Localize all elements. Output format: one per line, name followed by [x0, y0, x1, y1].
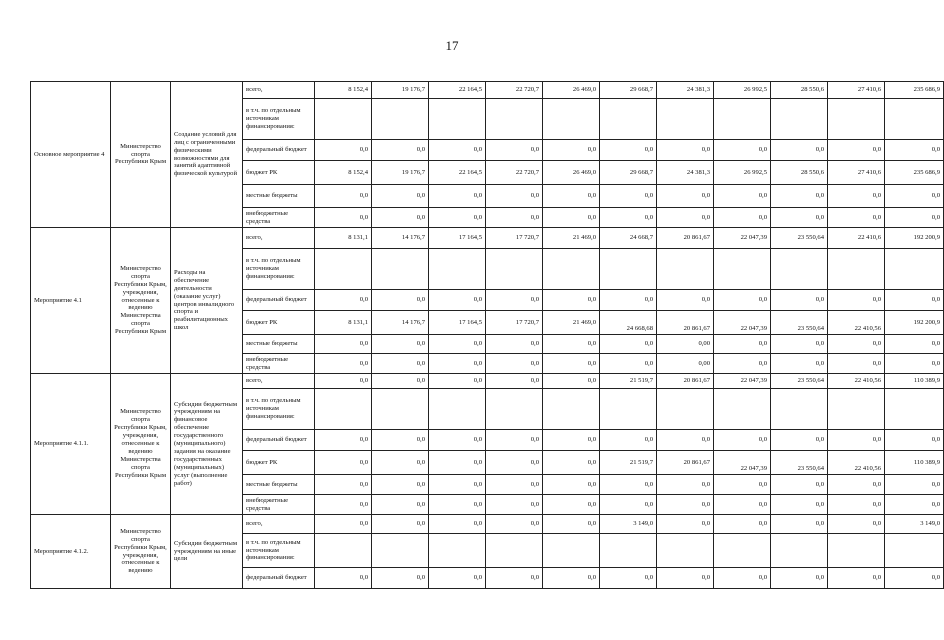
- year-cell: 0,0: [486, 374, 543, 389]
- year-cell: 0,0: [714, 140, 771, 161]
- year-cell: 0,0: [486, 430, 543, 451]
- year-cell: 0,0: [372, 354, 429, 374]
- year-cell: [771, 249, 828, 290]
- year-cell: 0,0: [828, 290, 885, 311]
- year-cell: 0,0: [543, 515, 600, 534]
- page-number: 17: [445, 38, 459, 53]
- year-cell: 0,0: [429, 475, 486, 495]
- funding-source: федеральный бюджет: [243, 568, 315, 589]
- year-cell: [771, 99, 828, 140]
- year-cell: 0,00: [657, 335, 714, 354]
- total-cell: 110 389,9: [885, 374, 944, 389]
- year-cell: [486, 249, 543, 290]
- year-cell: 17 720,7: [486, 311, 543, 335]
- year-cell: 0,0: [372, 568, 429, 589]
- total-cell: 0,0: [885, 568, 944, 589]
- year-cell: 0,0: [429, 495, 486, 515]
- year-cell: [372, 389, 429, 430]
- year-cell: 0,0: [372, 495, 429, 515]
- year-cell: 0,0: [429, 185, 486, 208]
- year-cell: 0,0: [828, 568, 885, 589]
- year-cell: [372, 249, 429, 290]
- year-cell: 0,0: [771, 208, 828, 228]
- year-cell: 0,0: [315, 140, 372, 161]
- year-cell: 8 131,1: [315, 228, 372, 249]
- year-cell: 20 861,67: [657, 374, 714, 389]
- year-cell: 23 550,64: [771, 451, 828, 475]
- executor: Министерство спорта Республики Крым, учреждения, отнесенные к ведению Министерства спорта Республики Крым: [111, 374, 171, 515]
- year-cell: 0,0: [315, 495, 372, 515]
- total-cell: 0,0: [885, 495, 944, 515]
- year-cell: 0,0: [828, 185, 885, 208]
- year-cell: 24 381,3: [657, 82, 714, 99]
- year-cell: [372, 534, 429, 568]
- table-row: [31, 515, 944, 534]
- funding-source: местные бюджеты: [243, 335, 315, 354]
- year-cell: 0,0: [429, 354, 486, 374]
- year-cell: 0,0: [543, 140, 600, 161]
- year-cell: 0,0: [486, 335, 543, 354]
- year-cell: [600, 249, 657, 290]
- year-cell: 0,0: [714, 515, 771, 534]
- year-cell: 0,0: [771, 335, 828, 354]
- year-cell: 0,0: [543, 568, 600, 589]
- year-cell: 19 176,7: [372, 161, 429, 185]
- year-cell: 0,0: [771, 290, 828, 311]
- year-cell: 0,0: [429, 451, 486, 475]
- year-cell: 23 550,64: [771, 311, 828, 335]
- year-cell: [372, 99, 429, 140]
- year-cell: 17 164,5: [429, 228, 486, 249]
- year-cell: [828, 249, 885, 290]
- goal-description: Субсидии бюджетным учреждениям на иные цели: [171, 515, 243, 589]
- year-cell: 0,0: [315, 354, 372, 374]
- year-cell: [315, 534, 372, 568]
- year-cell: 20 861,67: [657, 451, 714, 475]
- year-cell: 0,0: [486, 208, 543, 228]
- year-cell: 0,0: [543, 495, 600, 515]
- total-cell: 0,0: [885, 290, 944, 311]
- event-name: Мероприятие 4.1.1.: [31, 374, 111, 515]
- year-cell: 0,0: [486, 495, 543, 515]
- year-cell: 17 720,7: [486, 228, 543, 249]
- year-cell: 0,0: [600, 140, 657, 161]
- year-cell: [657, 99, 714, 140]
- year-cell: 0,0: [600, 430, 657, 451]
- year-cell: [429, 534, 486, 568]
- year-cell: [771, 534, 828, 568]
- year-cell: 27 410,6: [828, 82, 885, 99]
- event-name: Мероприятие 4.1: [31, 228, 111, 374]
- year-cell: 0,0: [828, 515, 885, 534]
- year-cell: 14 176,7: [372, 228, 429, 249]
- funding-source: в т.ч. по отдельным источникам финансирования:: [243, 249, 315, 290]
- total-cell: 0,0: [885, 335, 944, 354]
- total-cell: [885, 389, 944, 430]
- year-cell: 24 668,7: [600, 228, 657, 249]
- year-cell: 0,0: [714, 354, 771, 374]
- total-cell: 192 200,9: [885, 311, 944, 335]
- funding-source: всего,: [243, 374, 315, 389]
- event-name: Мероприятие 4.1.2.: [31, 515, 111, 589]
- year-cell: 0,0: [543, 185, 600, 208]
- year-cell: 0,0: [714, 185, 771, 208]
- year-cell: 0,0: [372, 475, 429, 495]
- year-cell: 0,0: [429, 335, 486, 354]
- total-cell: 0,0: [885, 208, 944, 228]
- year-cell: [543, 249, 600, 290]
- year-cell: 0,0: [315, 430, 372, 451]
- year-cell: 17 164,5: [429, 311, 486, 335]
- year-cell: 0,0: [315, 374, 372, 389]
- year-cell: 0,0: [828, 495, 885, 515]
- year-cell: 0,0: [657, 208, 714, 228]
- year-cell: 0,0: [543, 430, 600, 451]
- funding-source: внебюджетные средства: [243, 495, 315, 515]
- total-cell: 110 389,9: [885, 451, 944, 475]
- total-cell: 0,0: [885, 185, 944, 208]
- year-cell: 0,0: [657, 430, 714, 451]
- year-cell: 0,0: [657, 140, 714, 161]
- total-cell: [885, 99, 944, 140]
- year-cell: 0,0: [771, 430, 828, 451]
- year-cell: 0,0: [372, 515, 429, 534]
- year-cell: 0,0: [429, 515, 486, 534]
- year-cell: 24 381,3: [657, 161, 714, 185]
- year-cell: 0,0: [543, 208, 600, 228]
- year-cell: 0,0: [372, 208, 429, 228]
- year-cell: 0,0: [828, 430, 885, 451]
- year-cell: [429, 99, 486, 140]
- goal-description: Расходы на обеспечение деятельности (оказание услуг) центров инвалидного спорта и реабилитационных школ: [171, 228, 243, 374]
- goal-description: Субсидии бюджетным учреждениям на финансовое обеспечение государственного (муниципального) задания на оказание государственных (муниципальных) услуг (выполнение работ): [171, 374, 243, 515]
- year-cell: 0,0: [543, 335, 600, 354]
- year-cell: 0,00: [657, 354, 714, 374]
- year-cell: 0,0: [315, 451, 372, 475]
- event-name: Основное мероприятие 4: [31, 82, 111, 228]
- year-cell: 19 176,7: [372, 82, 429, 99]
- total-cell: 0,0: [885, 475, 944, 495]
- year-cell: [486, 99, 543, 140]
- year-cell: 0,0: [486, 451, 543, 475]
- year-cell: 8 152,4: [315, 161, 372, 185]
- funding-source: местные бюджеты: [243, 475, 315, 495]
- year-cell: 0,0: [372, 374, 429, 389]
- funding-source: внебюджетные средства: [243, 354, 315, 374]
- year-cell: 0,0: [657, 495, 714, 515]
- year-cell: 22 047,39: [714, 311, 771, 335]
- year-cell: 0,0: [600, 290, 657, 311]
- year-cell: 21 469,0: [543, 311, 600, 335]
- year-cell: 0,0: [315, 208, 372, 228]
- year-cell: 0,0: [828, 475, 885, 495]
- year-cell: [714, 534, 771, 568]
- goal-description: Создание условий для лиц с ограниченными физическими возможностями для занятий адаптивной физической культурой: [171, 82, 243, 228]
- total-cell: 0,0: [885, 430, 944, 451]
- year-cell: 0,0: [486, 568, 543, 589]
- year-cell: 0,0: [315, 515, 372, 534]
- year-cell: 29 668,7: [600, 161, 657, 185]
- year-cell: 0,0: [315, 475, 372, 495]
- year-cell: 0,0: [372, 335, 429, 354]
- year-cell: 0,0: [600, 354, 657, 374]
- table-row: [31, 374, 944, 389]
- total-cell: 235 686,9: [885, 82, 944, 99]
- total-cell: 3 149,0: [885, 515, 944, 534]
- year-cell: 0,0: [429, 430, 486, 451]
- year-cell: 0,0: [486, 475, 543, 495]
- year-cell: [543, 99, 600, 140]
- year-cell: 0,0: [771, 515, 828, 534]
- year-cell: 8 152,4: [315, 82, 372, 99]
- year-cell: [486, 534, 543, 568]
- year-cell: 0,0: [657, 515, 714, 534]
- year-cell: 0,0: [771, 568, 828, 589]
- funding-source: местные бюджеты: [243, 185, 315, 208]
- total-cell: 0,0: [885, 140, 944, 161]
- year-cell: [657, 534, 714, 568]
- year-cell: 0,0: [600, 495, 657, 515]
- year-cell: [714, 249, 771, 290]
- funding-source: бюджет РК: [243, 311, 315, 335]
- year-cell: 0,0: [828, 140, 885, 161]
- year-cell: 0,0: [714, 290, 771, 311]
- year-cell: 0,0: [372, 290, 429, 311]
- year-cell: 23 550,64: [771, 374, 828, 389]
- funding-source: федеральный бюджет: [243, 290, 315, 311]
- year-cell: 22 720,7: [486, 161, 543, 185]
- funding-source: в т.ч. по отдельным источникам финансирования:: [243, 389, 315, 430]
- year-cell: [657, 389, 714, 430]
- year-cell: 22 410,6: [828, 228, 885, 249]
- year-cell: [543, 389, 600, 430]
- year-cell: 0,0: [315, 290, 372, 311]
- year-cell: [714, 99, 771, 140]
- year-cell: 0,0: [543, 354, 600, 374]
- year-cell: 8 131,1: [315, 311, 372, 335]
- executor: Министерство спорта Республики Крым: [111, 82, 171, 228]
- year-cell: 0,0: [315, 568, 372, 589]
- funding-source: всего,: [243, 515, 315, 534]
- year-cell: 0,0: [600, 568, 657, 589]
- year-cell: 0,0: [486, 140, 543, 161]
- year-cell: 22 164,5: [429, 161, 486, 185]
- year-cell: 0,0: [771, 495, 828, 515]
- year-cell: 0,0: [372, 451, 429, 475]
- funding-source: всего,: [243, 82, 315, 99]
- year-cell: 21 519,7: [600, 451, 657, 475]
- year-cell: 26 992,5: [714, 161, 771, 185]
- year-cell: 0,0: [429, 208, 486, 228]
- year-cell: 0,0: [771, 140, 828, 161]
- year-cell: 22 047,39: [714, 228, 771, 249]
- year-cell: 0,0: [429, 290, 486, 311]
- year-cell: 3 149,0: [600, 515, 657, 534]
- year-cell: 0,0: [828, 208, 885, 228]
- year-cell: 0,0: [657, 185, 714, 208]
- year-cell: 0,0: [657, 290, 714, 311]
- year-cell: 28 550,6: [771, 82, 828, 99]
- total-cell: [885, 534, 944, 568]
- year-cell: [486, 389, 543, 430]
- funding-source: бюджет РК: [243, 451, 315, 475]
- year-cell: 0,0: [714, 495, 771, 515]
- year-cell: 0,0: [828, 354, 885, 374]
- year-cell: 0,0: [543, 374, 600, 389]
- year-cell: 0,0: [714, 335, 771, 354]
- executor: Министерство спорта Республики Крым, учреждения, отнесенные к ведению Министерства спорта Республики Крым: [111, 228, 171, 374]
- year-cell: 0,0: [543, 290, 600, 311]
- year-cell: 0,0: [771, 475, 828, 495]
- year-cell: 22 164,5: [429, 82, 486, 99]
- year-cell: 0,0: [543, 475, 600, 495]
- year-cell: [315, 99, 372, 140]
- year-cell: 0,0: [429, 374, 486, 389]
- year-cell: 22 410,56: [828, 451, 885, 475]
- year-cell: 0,0: [543, 451, 600, 475]
- year-cell: 0,0: [372, 430, 429, 451]
- budget-table: [30, 81, 944, 589]
- year-cell: 24 668,68: [600, 311, 657, 335]
- table-row: [31, 82, 944, 99]
- year-cell: 0,0: [657, 475, 714, 495]
- funding-source: в т.ч. по отдельным источникам финансирования:: [243, 534, 315, 568]
- year-cell: 26 469,0: [543, 82, 600, 99]
- year-cell: 22 047,39: [714, 451, 771, 475]
- year-cell: 29 668,7: [600, 82, 657, 99]
- funding-source: бюджет РК: [243, 161, 315, 185]
- year-cell: 21 469,0: [543, 228, 600, 249]
- total-cell: 235 686,9: [885, 161, 944, 185]
- year-cell: 27 410,6: [828, 161, 885, 185]
- year-cell: 26 992,5: [714, 82, 771, 99]
- year-cell: 0,0: [600, 208, 657, 228]
- year-cell: 0,0: [429, 568, 486, 589]
- total-cell: 192 200,9: [885, 228, 944, 249]
- year-cell: 0,0: [429, 140, 486, 161]
- table-body: [31, 82, 944, 589]
- funding-source: внебюджетные средства: [243, 208, 315, 228]
- year-cell: 14 176,7: [372, 311, 429, 335]
- year-cell: 0,0: [315, 335, 372, 354]
- year-cell: [771, 389, 828, 430]
- year-cell: [315, 249, 372, 290]
- year-cell: [828, 99, 885, 140]
- year-cell: 0,0: [486, 515, 543, 534]
- year-cell: 0,0: [600, 185, 657, 208]
- year-cell: 0,0: [372, 185, 429, 208]
- year-cell: 20 861,67: [657, 311, 714, 335]
- year-cell: 0,0: [714, 430, 771, 451]
- year-cell: 0,0: [372, 140, 429, 161]
- funding-source: всего,: [243, 228, 315, 249]
- year-cell: 0,0: [714, 208, 771, 228]
- year-cell: 0,0: [657, 568, 714, 589]
- year-cell: 0,0: [486, 290, 543, 311]
- year-cell: 0,0: [771, 185, 828, 208]
- table-row: [31, 228, 944, 249]
- year-cell: 22 720,7: [486, 82, 543, 99]
- year-cell: 0,0: [771, 354, 828, 374]
- year-cell: 21 519,7: [600, 374, 657, 389]
- year-cell: 0,0: [600, 335, 657, 354]
- year-cell: [600, 389, 657, 430]
- year-cell: [543, 534, 600, 568]
- year-cell: 0,0: [828, 335, 885, 354]
- year-cell: [429, 389, 486, 430]
- year-cell: 0,0: [600, 475, 657, 495]
- total-cell: 0,0: [885, 354, 944, 374]
- year-cell: 0,0: [486, 185, 543, 208]
- year-cell: [315, 389, 372, 430]
- year-cell: 0,0: [315, 185, 372, 208]
- year-cell: 0,0: [714, 568, 771, 589]
- year-cell: [828, 534, 885, 568]
- year-cell: [657, 249, 714, 290]
- year-cell: [714, 389, 771, 430]
- year-cell: 26 469,0: [543, 161, 600, 185]
- year-cell: 28 550,6: [771, 161, 828, 185]
- year-cell: 20 861,67: [657, 228, 714, 249]
- year-cell: 23 550,64: [771, 228, 828, 249]
- year-cell: 0,0: [486, 354, 543, 374]
- year-cell: 22 410,56: [828, 374, 885, 389]
- funding-source: федеральный бюджет: [243, 430, 315, 451]
- year-cell: [600, 99, 657, 140]
- year-cell: 22 410,56: [828, 311, 885, 335]
- year-cell: [600, 534, 657, 568]
- year-cell: [429, 249, 486, 290]
- year-cell: [828, 389, 885, 430]
- funding-source: федеральный бюджет: [243, 140, 315, 161]
- year-cell: 0,0: [714, 475, 771, 495]
- year-cell: 22 047,39: [714, 374, 771, 389]
- executor: Министерство спорта Республики Крым, учреждения, отнесенные к ведению: [111, 515, 171, 589]
- total-cell: [885, 249, 944, 290]
- funding-source: в т.ч. по отдельным источникам финансирования:: [243, 99, 315, 140]
